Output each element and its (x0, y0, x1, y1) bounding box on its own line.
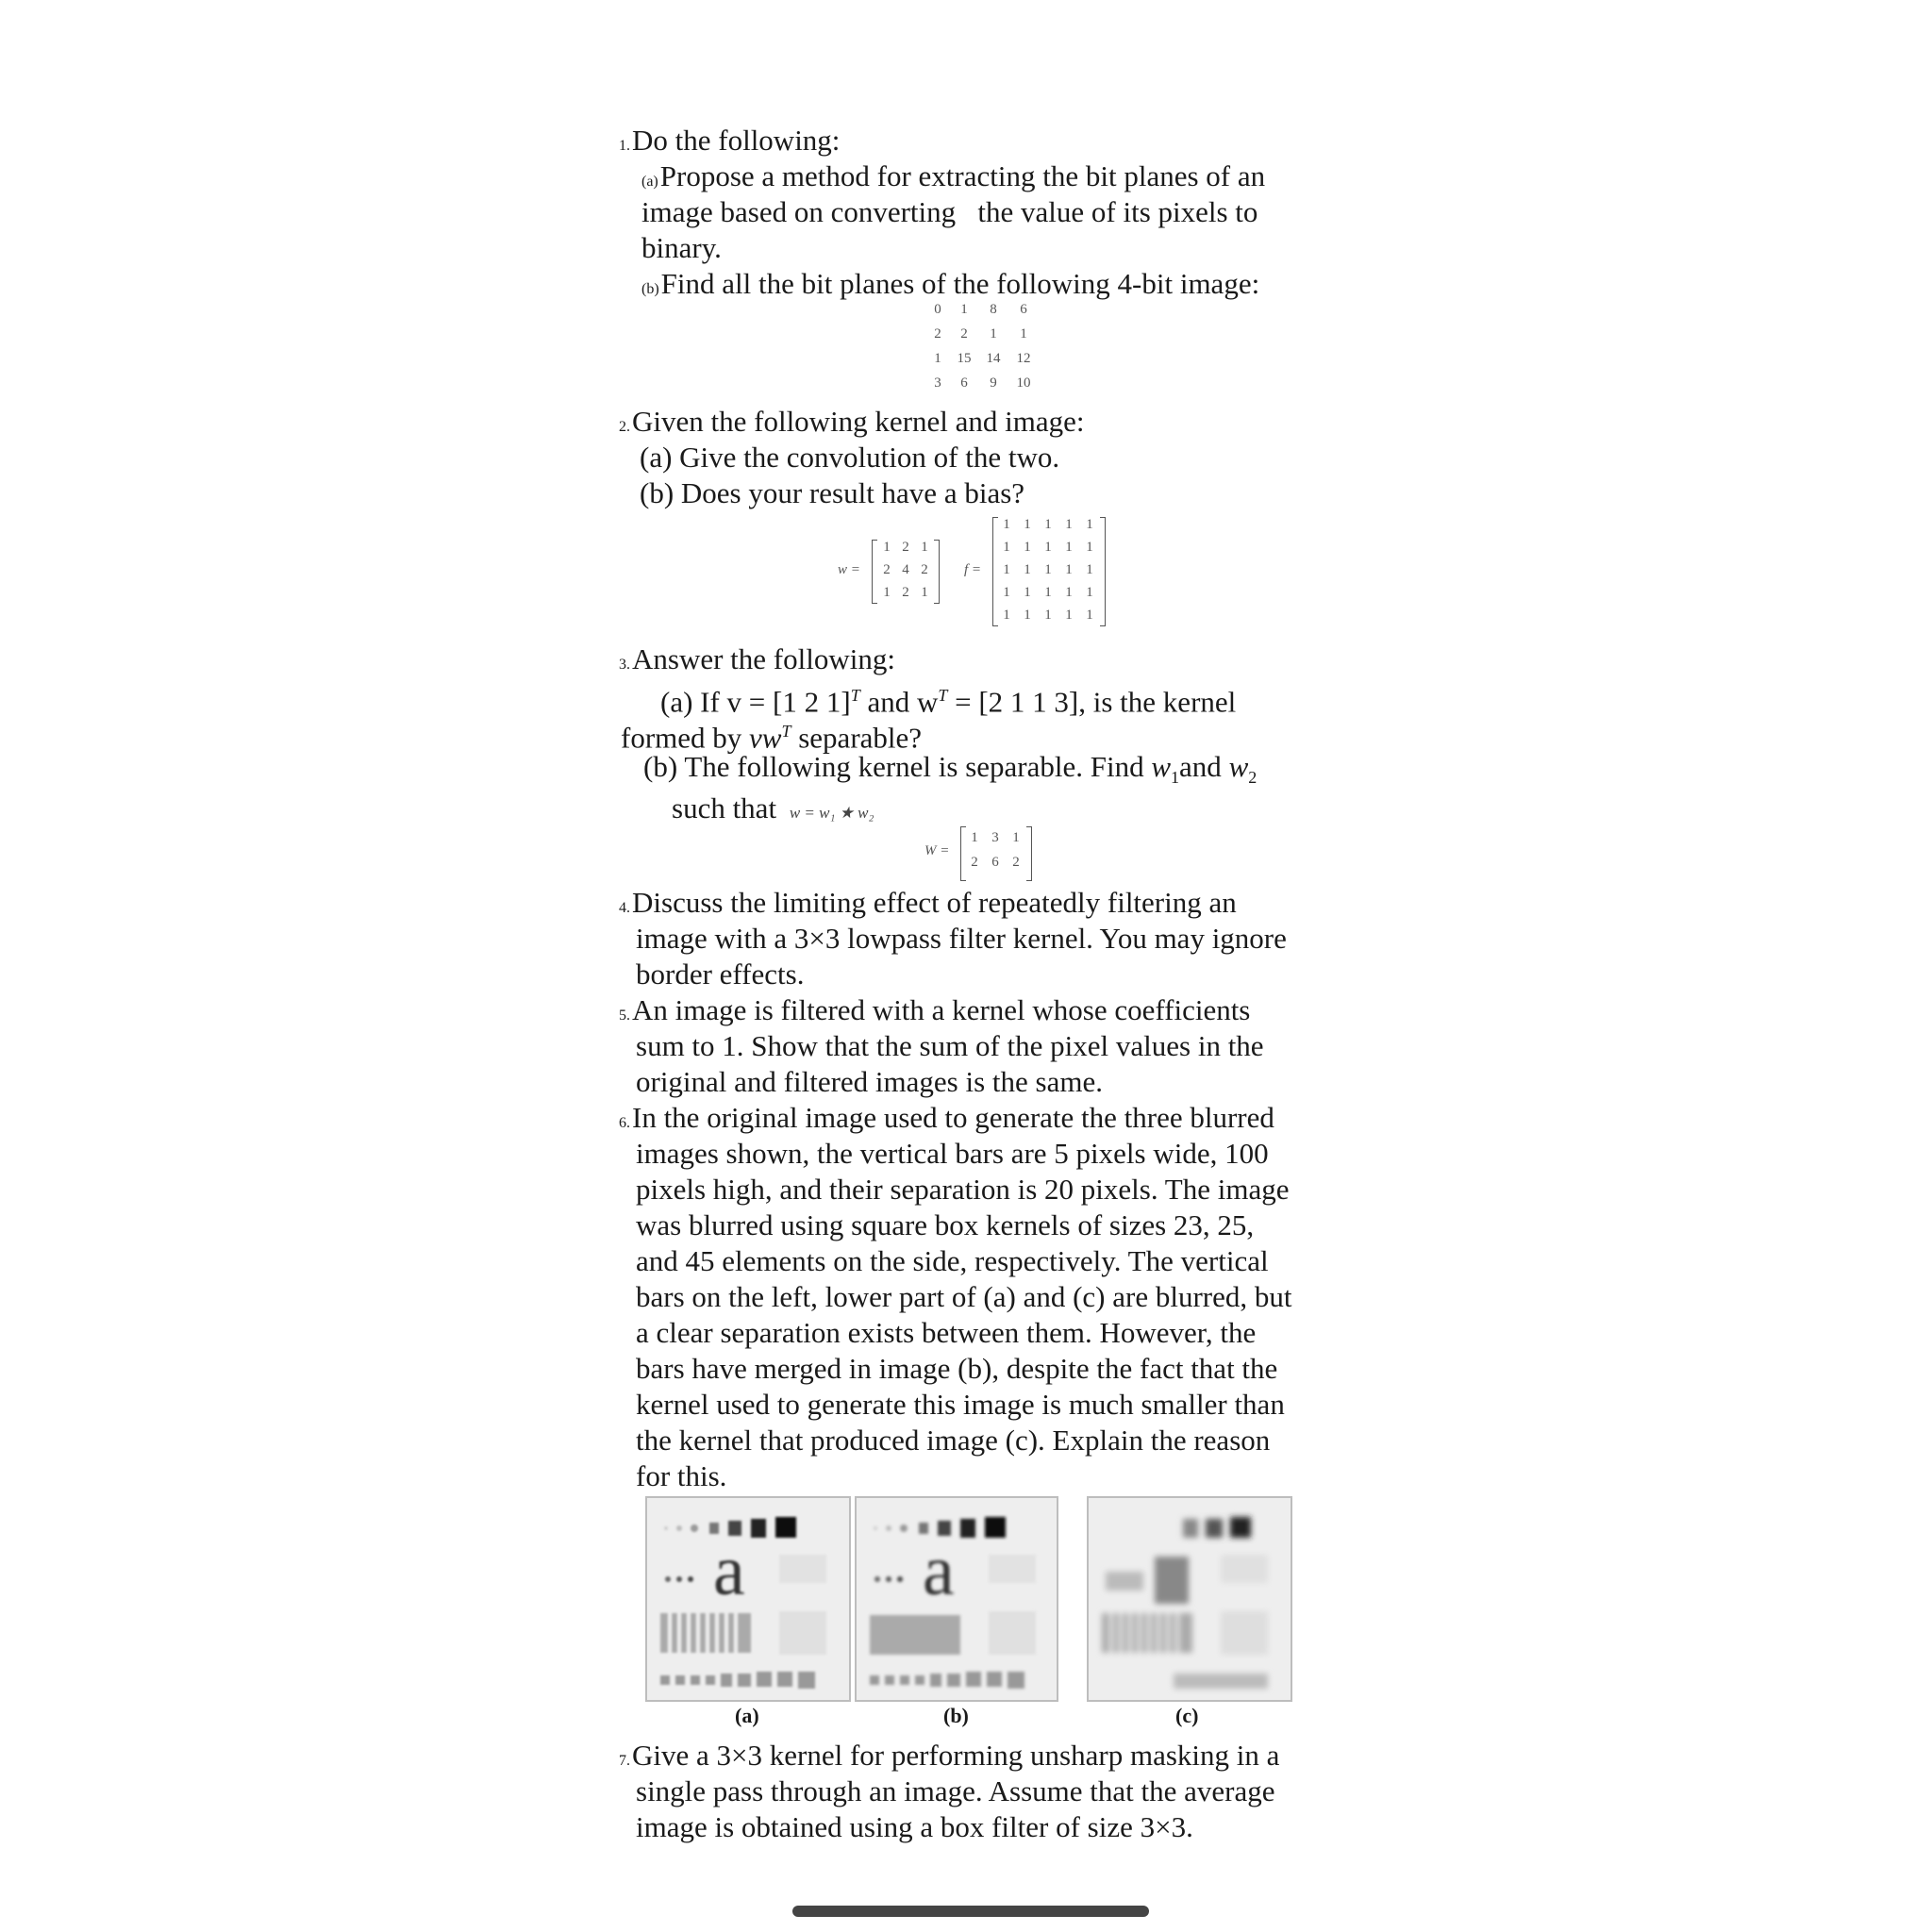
q6-line2: images shown, the vertical bars are 5 pixels wide, 100 (636, 1137, 1269, 1170)
q6-line5: and 45 elements on the side, respectively. The vertical (636, 1244, 1269, 1277)
q1a-line1: (a)Propose a method for extracting the bit planes of an (641, 159, 1266, 192)
q1a-line3: binary. (641, 231, 722, 264)
q1-title: 1.Do the following: (619, 124, 841, 157)
q2-part-a: (a) Give the convolution of the two. (640, 441, 1060, 474)
figure-caption-a: (a) (735, 1704, 759, 1727)
q4-line2: image with a 3×3 lowpass filter kernel. You may ignore (636, 922, 1287, 955)
q3-part-a-cont: formed by $vw^T$ separable? (621, 721, 923, 755)
figure-panel-a (645, 1496, 851, 1702)
q2-title: 2.Given the following kernel and image: (619, 405, 1085, 438)
figure-caption-c: (c) (1175, 1704, 1199, 1727)
q7-line2: single pass through an image. Assume that the average (636, 1774, 1275, 1807)
q6-line1: 6.In the original image used to generate the three blurred (619, 1101, 1274, 1134)
q7-line1: 7.Give a 3×3 kernel for performing unsharp masking in a (619, 1739, 1280, 1772)
figure-caption-b: (b) (943, 1704, 969, 1727)
q4-line3: border effects. (636, 958, 805, 991)
q2-kernel-w: w = 1 2 1 2 4 2 1 2 1 (838, 540, 951, 608)
home-indicator[interactable] (792, 1906, 1149, 1917)
q5-line3: original and filtered images is the same. (636, 1065, 1103, 1098)
q6-line9: kernel used to generate this image is much smaller than (636, 1388, 1285, 1421)
q6-line11: for this. (636, 1459, 727, 1492)
figure-letter-b: a (923, 1531, 955, 1610)
q1a-line2: image based on converting the value of its pixels to (641, 195, 1258, 228)
q2-image-f: f = 1 1 1 1 1 1 1 1 1 1 1 1 1 1 1 1 1 1 1 1 1 1 1 1 1 (964, 517, 1106, 630)
q5-line2: sum to 1. Show that the sum of the pixel values in the (636, 1029, 1264, 1062)
q1-bit-matrix: 0 1 8 6 2 2 1 1 1 15 14 12 3 6 9 10 (934, 302, 1031, 391)
q3-such-that: such that w = w₁ ★ w₂ (672, 791, 874, 824)
figure-letter-a: a (713, 1531, 745, 1610)
blurred-image-c (1089, 1498, 1291, 1700)
q5-line1: 5.An image is filtered with a kernel whose coefficients (619, 993, 1251, 1026)
blurred-image-b (857, 1498, 1057, 1700)
q3-part-b: (b) The following kernel is separable. Find $w_1and$ $w_2$ (643, 750, 1257, 788)
q4-line1: 4.Discuss the limiting effect of repeatedly filtering an (619, 886, 1237, 919)
q3-kernel-W: W = 1 3 1 2 6 2 (924, 826, 1038, 883)
figure-panel-b (855, 1496, 1058, 1702)
q1b-line: (b)Find all the bit planes of the following 4-bit image: (641, 267, 1260, 300)
q6-line10: the kernel that produced image (c). Explain the reason (636, 1424, 1271, 1457)
q7-line3: image is obtained using a box filter of size 3×3. (636, 1810, 1193, 1843)
q2-part-b: (b) Does your result have a bias? (640, 476, 1025, 509)
q6-line8: bars have merged in image (b), despite the fact that the (636, 1352, 1278, 1385)
blurred-image-a (647, 1498, 849, 1700)
q3-part-a: (a) If v = [1 2 1]$^T$ and $w^T = [2$ 1 1 3], is the kernel (660, 685, 1237, 719)
q6-line3: pixels high, and their separation is 20 pixels. The image (636, 1173, 1290, 1206)
q6-line4: was blurred using square box kernels of sizes 23, 25, (636, 1208, 1255, 1241)
q6-line7: a clear separation exists between them. However, the (636, 1316, 1257, 1349)
q3-separable-equation: w = w₁ ★ w₂ (789, 804, 874, 822)
q3-title: 3.Answer the following: (619, 642, 895, 675)
q6-line6: bars on the left, lower part of (a) and (c) are blurred, but (636, 1280, 1292, 1313)
figure-panel-c (1087, 1496, 1292, 1702)
